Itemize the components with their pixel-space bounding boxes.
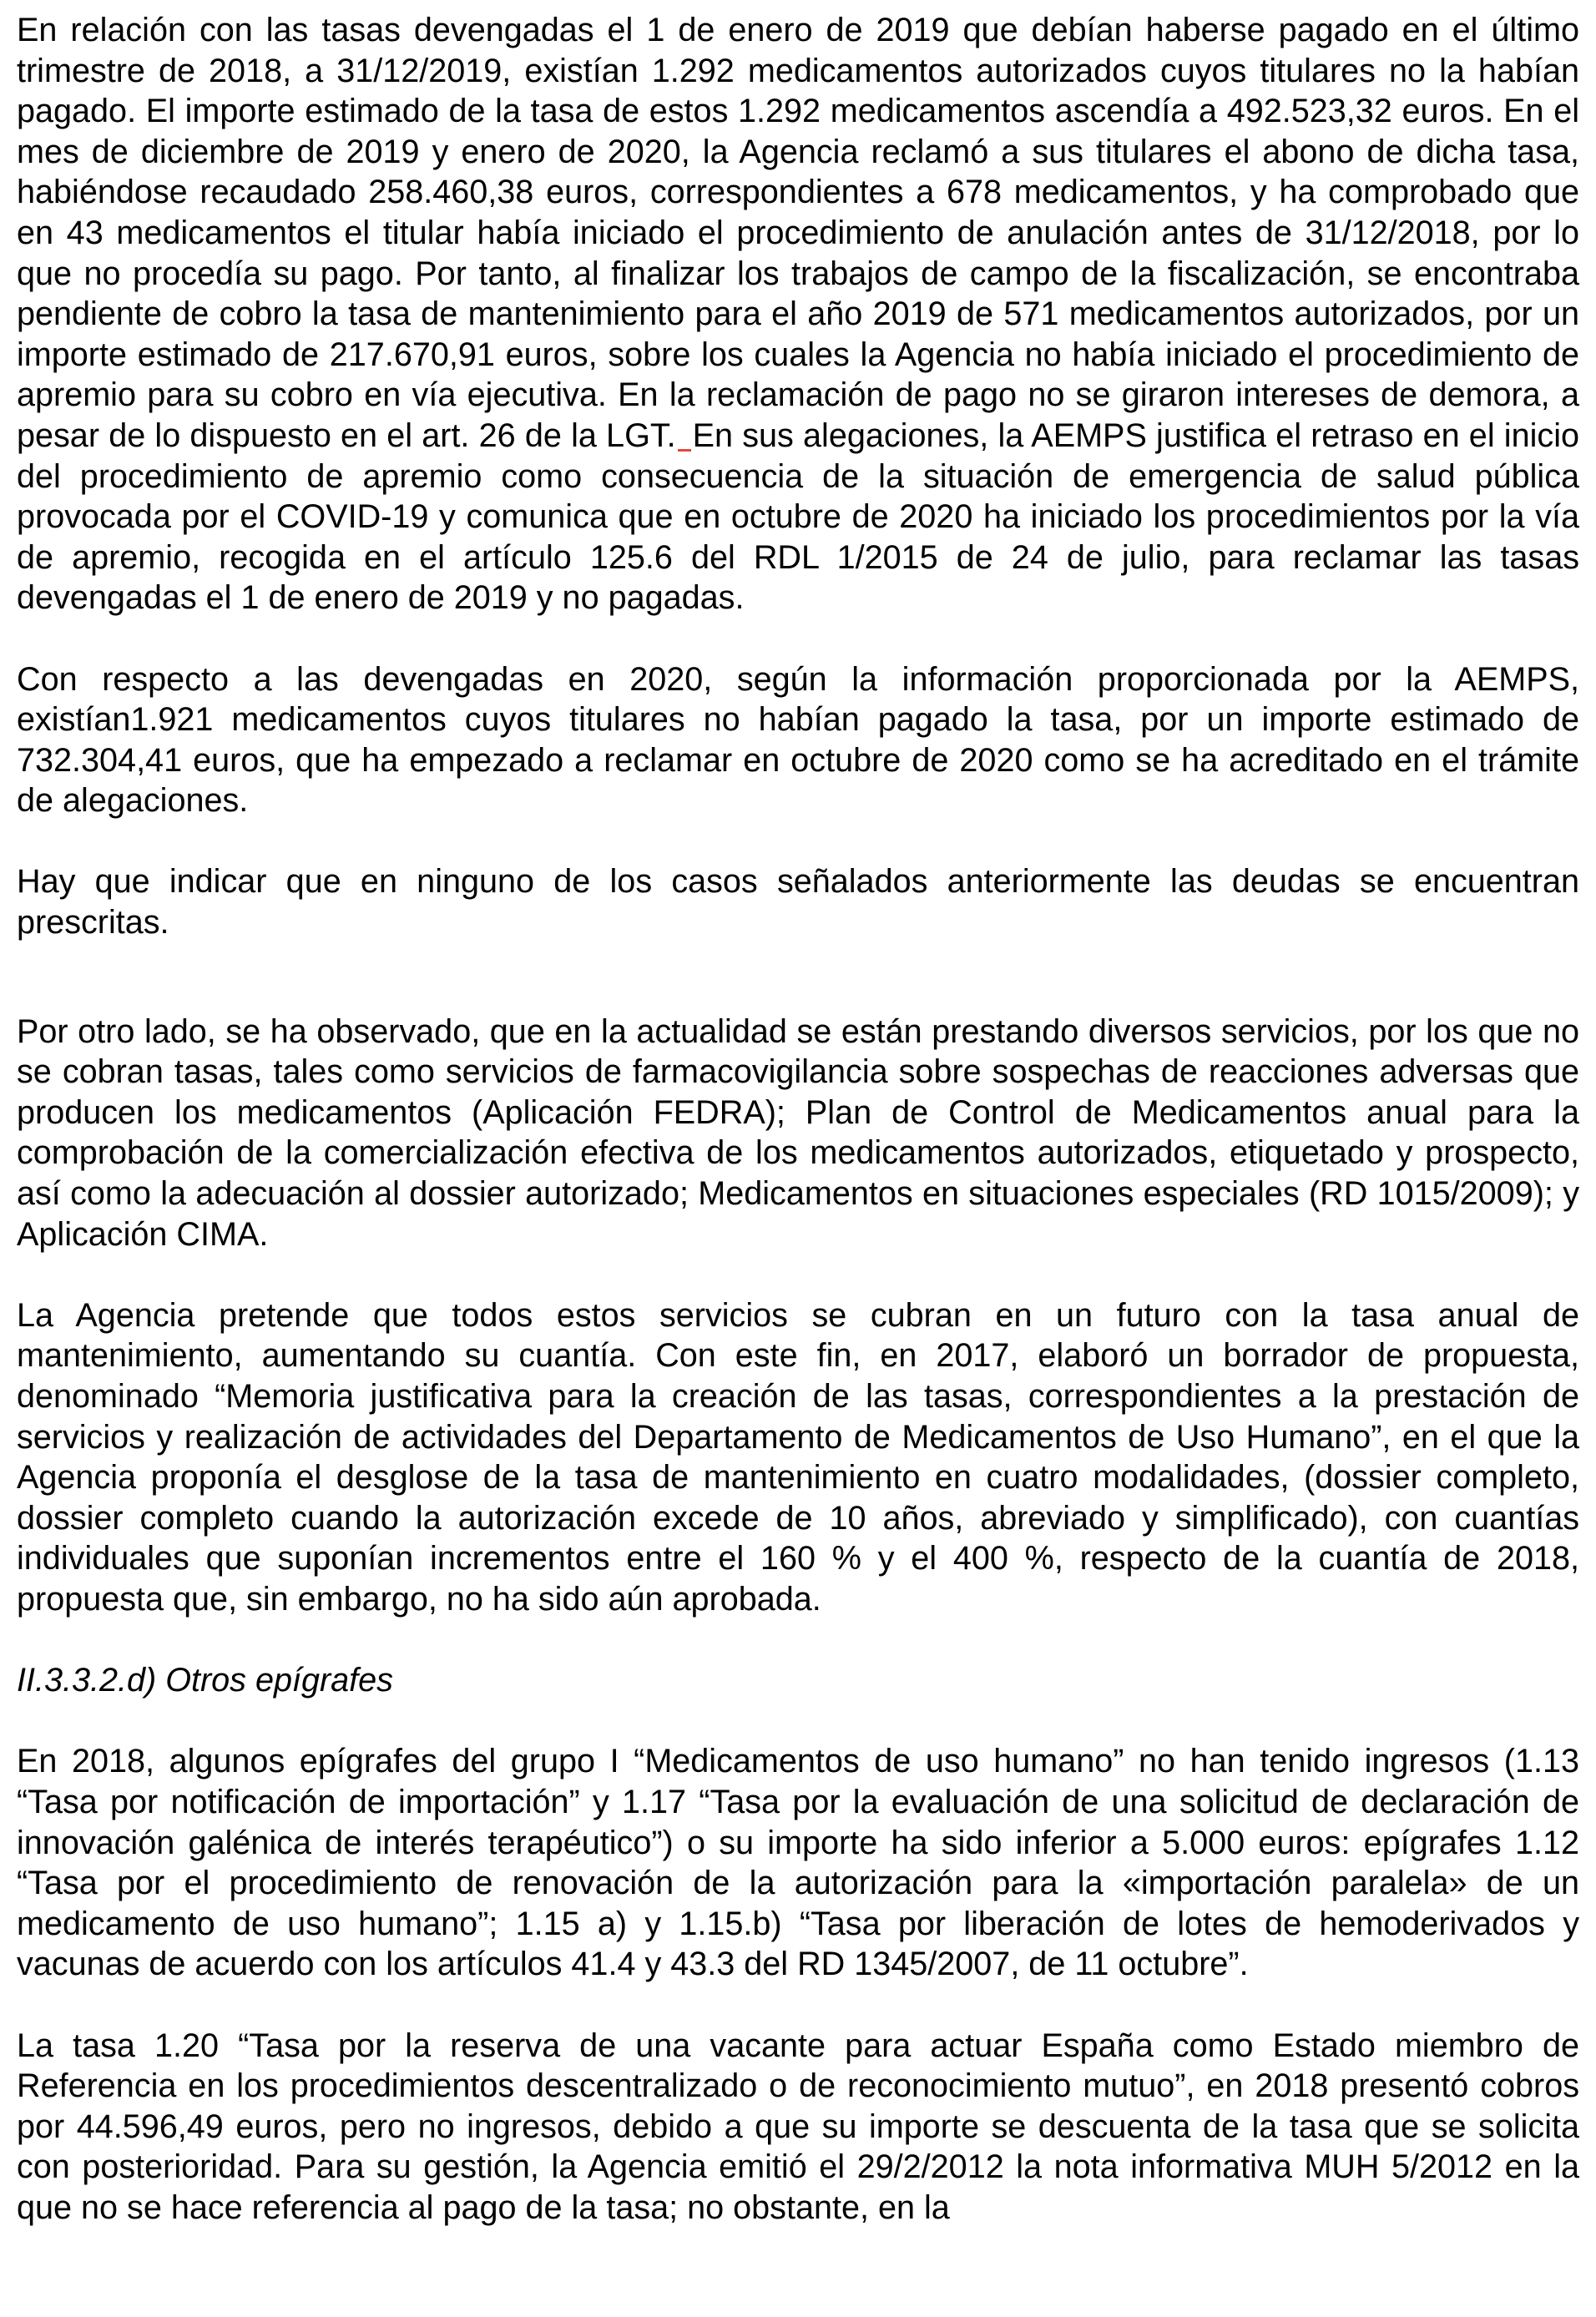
paragraph-tasas-2019-part2: En sus alegaciones, la AEMPS justifica el retraso en el inicio del procedimiento de apremio como consecuencia de la situación de emergencia de salud pública provocada por el COVID-19 y comunica que en octubre de 2020 ha iniciado los procedimientos por la vía de apremio, recogida en el artículo 125.6 del RDL 1/2015 de 24 de julio, para reclamar las tasas devengadas el 1 de enero de 2019 y no pagadas. xyxy=(17,416,1579,617)
paragraph-propuesta-agencia: La Agencia pretende que todos estos servicios se cubran en un futuro con la tasa anual de mantenimiento, aumentando su cuantía. Con este fin, en 2017, elaboró un borrador de propuesta, denominado “Memoria justificativa para la creación de las tasas, correspondientes a la prestación de servicios y realización de actividades del Departamento de Medicamentos de Uso Humano”, en el que la Agencia proponía el desglose de la tasa de mantenimiento en cuatro modalidades, (dossier completo, dossier completo cuando la autorización excede de 10 años, abreviado y simplificado), con cuantías individuales que suponían incrementos entre el 160 % y el 400 %, respecto de la cuantía de 2018, propuesta que, sin embargo, no ha sido aún aprobada. xyxy=(17,1296,1579,1618)
spellcheck-underline-marker xyxy=(676,446,693,447)
paragraph-devengadas-2020: Con respecto a las devengadas en 2020, según la información proporcionada por la AEMPS, existían1.921 medicamentos cuyos titulares no habían pagado la tasa, por un importe estimado de 732.304,41 euros, que ha empezado a reclamar en octubre de 2020 como se ha acreditado en el trámite de alegaciones. xyxy=(17,660,1579,820)
paragraph-tasas-2019-part1: En relación con las tasas devengadas el 1 de enero de 2019 que debían haberse pagado en el último trimestre de 2018, a 31/12/2019, existían 1.292 medicamentos autorizados cuyos titulares no la habían pagado. El importe estimado de la tasa de estos 1.292 medicamentos ascendía a 492.523,32 euros. En el mes de diciembre de 2019 y enero de 2020, la Agencia reclamó a sus titulares el abono de dicha tasa, habiéndose recaudado 258.460,38 euros, correspondientes a 678 medicamentos, y ha comprobado que en 43 medicamentos el titular había iniciado el procedimiento de anulación antes de 31/12/2018, por lo que no procedía su pago. Por tanto, al finalizar los trabajos de campo de la fiscalización, se encontraba pendiente de cobro la tasa de mantenimiento para el año 2019 de 571 medicamentos autorizados, por un importe estimado de 217.670,91 euros, sobre los cuales la Agencia no había iniciado el procedimiento de apremio para su cobro en vía ejecutiva. En la reclamación de pago no se giraron intereses de demora, a pesar de lo dispuesto en el art. 26 de la LGT. xyxy=(17,12,1579,454)
paragraph-tasas-2019 xyxy=(17,10,1579,618)
paragraph-epigrafes-grupo-i: En 2018, algunos epígrafes del grupo I “Medicamentos de uso humano” no han tenido ingresos (1.13 “Tasa por notificación de importación” y 1.17 “Tasa por la evaluación de una solicitud de declaración de innovación galénica de interés terapéutico”) o su importe ha sido inferior a 5.000 euros: epígrafes 1.12 “Tasa por el procedimiento de renovación de la autorización para la «importación paralela» de un medicamento de uso humano”; 1.15 a) y 1.15.b) “Tasa por liberación de lotes de hemoderivados y vacunas de acuerdo con los artículos 41.4 y 43.3 del RD 1345/2007, de 11 octubre”. xyxy=(17,1743,1579,1983)
paragraph-servicios-sin-tasa: Por otro lado, se ha observado, que en la actualidad se están prestando diversos servicios, por los que no se cobran tasas, tales como servicios de farmacovigilancia sobre sospechas de reacciones adversas que producen los medicamentos (Aplicación FEDRA); Plan de Control de Medicamentos anual para la comprobación de la comercialización efectiva de los medicamentos autorizados, etiquetado y prospecto, así como la adecuación al dossier autorizado; Medicamentos en situaciones especiales (RD 1015/2009); y Aplicación CIMA. xyxy=(17,1012,1579,1253)
paragraph-tasa-1-20: La tasa 1.20 “Tasa por la reserva de una vacante para actuar España como Estado miembro de Referencia en los procedimientos descentralizado o de reconocimiento mutuo”, en 2018 presentó cobros por 44.596,49 euros, pero no ingresos, debido a que su importe se descuenta de la tasa que se solicita con posterioridad. Para su gestión, la Agencia emitió el 29/2/2012 la nota informativa MUH 5/2012 en la que no se hace referencia al pago de la tasa; no obstante, en la xyxy=(17,2027,1579,2226)
paragraph-deudas-prescritas: Hay que indicar que en ninguno de los casos señalados anteriormente las deudas se encuentran prescritas. xyxy=(17,863,1579,941)
section-heading-otros-epigrafes: II.3.3.2.d) Otros epígrafes xyxy=(17,1662,393,1699)
document-page xyxy=(17,10,1579,2228)
